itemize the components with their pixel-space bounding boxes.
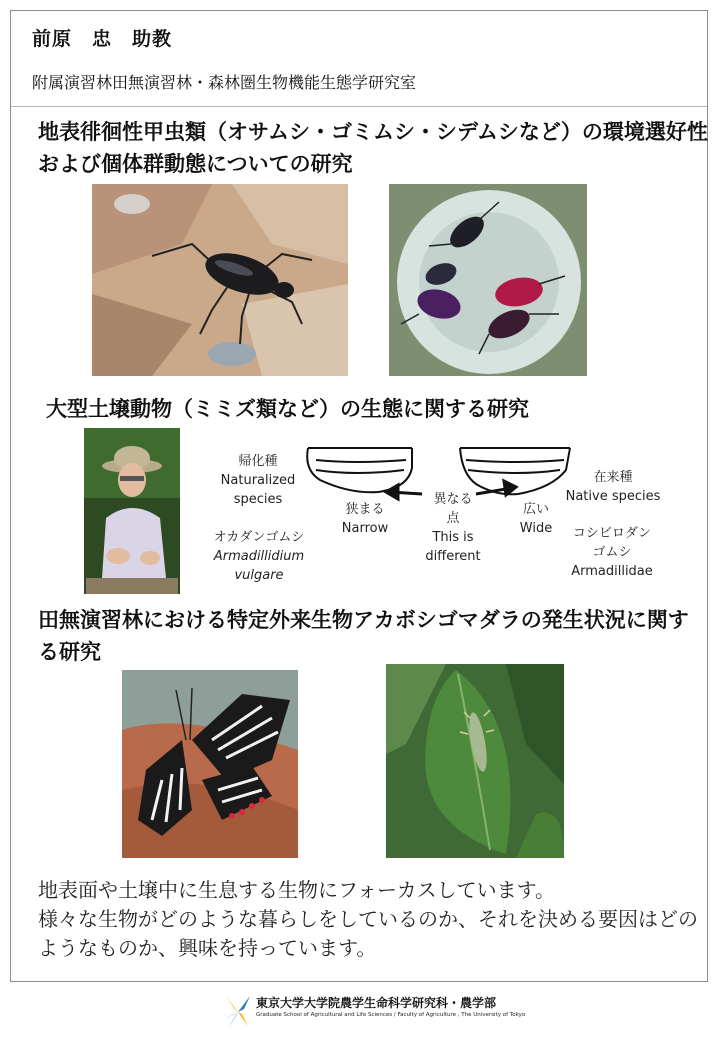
researcher-photo [84,428,180,594]
butterfly-photo [122,670,298,858]
summary-text [38,876,698,963]
header-divider [11,106,707,107]
section-1-title: 地表徘徊性甲虫類（オサムシ・ゴミムシ・シデムシなど）の環境選好性および個体群動態についての研究 [38,120,708,176]
naturalized-label: 帰化種 Naturalized species [220,454,296,507]
affiliation: 附属演習林田無演習林・森林圏生物機能生態学研究室 [32,73,417,92]
summary-line-2: 様々な生物がどのような暮らしをしているのか、それを決める要因はどのようなものか、興味を持っています。 [38,907,698,960]
ground-beetle-photo [92,184,348,376]
native-label: 在来種 Native species [565,470,661,504]
wide-label: 広い Wide [519,502,553,536]
difference-label: 異なる 点 This is different [425,492,481,564]
researcher-name: 前原 忠 助教 [32,28,173,50]
narrow-label: 狭まる Narrow [341,502,389,536]
university-logo-icon [222,994,254,1028]
beetles-in-trap-photo [389,184,587,376]
section-2-title: 大型土壌動物（ミミズ類など）の生態に関する研究 [46,397,529,421]
armadillidae-label: コシビロダン ゴムシ Armadillidae [571,526,653,579]
habitat-diagram [200,430,680,600]
footer-org-en: Graduate School of Agricultural and Life Sciences / Faculty of Agriculture , The University of Tokyo [256,1012,526,1018]
footer-org-ja: 東京大学大学院農学生命科学研究科・農学部 [256,996,497,1010]
summary-line-1: 地表面や土壌中に生息する生物にフォーカスしています。 [38,878,555,902]
armadillidium-label: オカダンゴムシ Armadillidium vulgare [213,530,305,583]
caterpillar-on-leaf-photo [386,664,564,858]
section-3-title: 田無演習林における特定外来生物アカボシゴマダラの発生状況に関する研究 [38,608,689,664]
